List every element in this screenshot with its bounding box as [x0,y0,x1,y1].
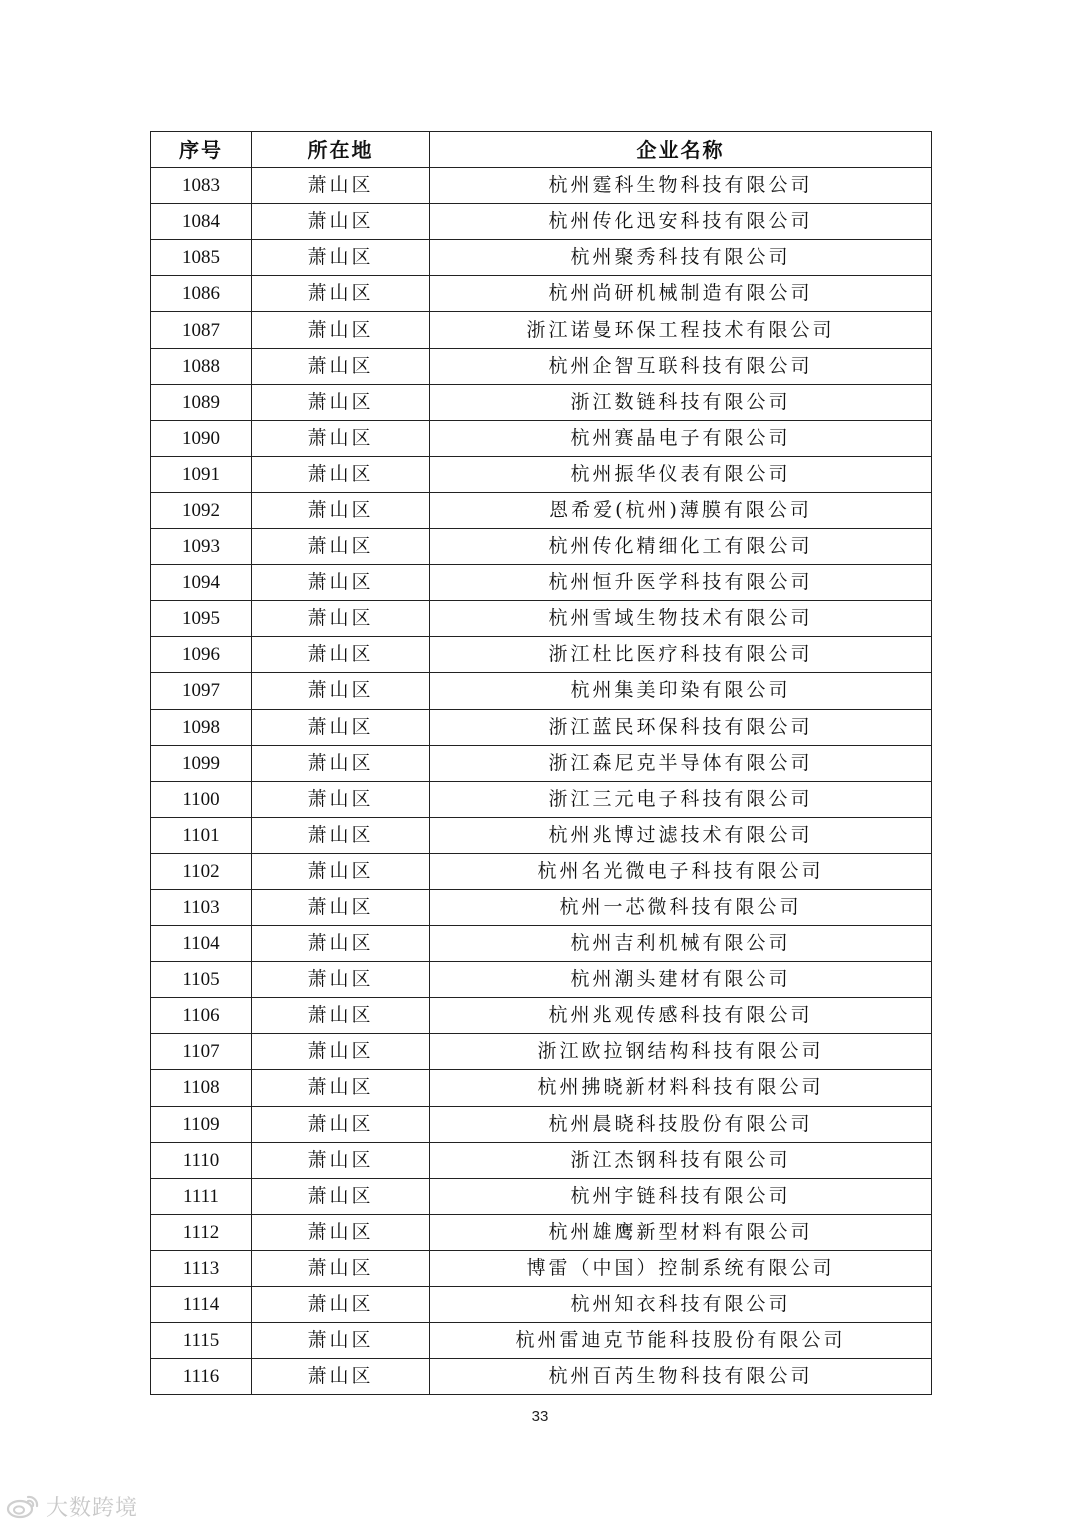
location-cell: 萧山区 [252,240,430,276]
table-row [151,565,932,601]
location-cell: 萧山区 [252,889,430,925]
table-row [151,168,932,204]
serial-number-cell: 1103 [151,889,252,925]
serial-number-cell: 1099 [151,745,252,781]
location-cell: 萧山区 [252,745,430,781]
watermark [6,1491,138,1521]
location-cell: 萧山区 [252,998,430,1034]
serial-number-cell: 1094 [151,565,252,601]
serial-number-cell: 1084 [151,204,252,240]
location-cell: 萧山区 [252,348,430,384]
table-row [151,817,932,853]
header-serial-number: 序号 [151,132,252,168]
table-row [151,1359,932,1395]
location-cell: 萧山区 [252,204,430,240]
location-cell: 萧山区 [252,312,430,348]
serial-number-cell: 1105 [151,962,252,998]
serial-number-cell: 1097 [151,673,252,709]
company-name-cell: 杭州知衣科技有限公司 [430,1287,932,1323]
table-row [151,1070,932,1106]
company-name-cell: 杭州拂晓新材料科技有限公司 [430,1070,932,1106]
serial-number-cell: 1086 [151,276,252,312]
location-cell: 萧山区 [252,962,430,998]
table-row [151,276,932,312]
company-name-cell: 杭州雄鹰新型材料有限公司 [430,1214,932,1250]
location-cell: 萧山区 [252,673,430,709]
table-row [151,1250,932,1286]
serial-number-cell: 1104 [151,926,252,962]
page-number: 33 [531,1408,549,1425]
company-name-cell: 杭州聚秀科技有限公司 [430,240,932,276]
company-name-cell: 浙江蓝民环保科技有限公司 [430,709,932,745]
company-name-cell: 杭州宇链科技有限公司 [430,1178,932,1214]
table-row [151,1287,932,1323]
table-row [151,348,932,384]
serial-number-cell: 1083 [151,168,252,204]
table-row [151,709,932,745]
header-company-name: 企业名称 [430,132,932,168]
location-cell: 萧山区 [252,420,430,456]
serial-number-cell: 1101 [151,817,252,853]
table-row [151,456,932,492]
serial-number-cell: 1091 [151,456,252,492]
serial-number-cell: 1115 [151,1323,252,1359]
location-cell: 萧山区 [252,1250,430,1286]
serial-number-cell: 1096 [151,637,252,673]
location-cell: 萧山区 [252,1323,430,1359]
table-row [151,420,932,456]
location-cell: 萧山区 [252,1178,430,1214]
company-name-cell: 浙江杜比医疗科技有限公司 [430,637,932,673]
location-cell: 萧山区 [252,853,430,889]
company-name-cell: 浙江诺曼环保工程技术有限公司 [430,312,932,348]
location-cell: 萧山区 [252,384,430,420]
location-cell: 萧山区 [252,1142,430,1178]
table-row [151,1106,932,1142]
location-cell: 萧山区 [252,926,430,962]
table-row [151,781,932,817]
table-row [151,492,932,528]
company-name-cell: 杭州兆博过滤技术有限公司 [430,817,932,853]
location-cell: 萧山区 [252,168,430,204]
location-cell: 萧山区 [252,1106,430,1142]
serial-number-cell: 1088 [151,348,252,384]
table-row [151,889,932,925]
company-name-cell: 杭州赛晶电子有限公司 [430,420,932,456]
serial-number-cell: 1089 [151,384,252,420]
company-name-cell: 杭州晨晓科技股份有限公司 [430,1106,932,1142]
company-name-cell: 杭州雪域生物技术有限公司 [430,601,932,637]
serial-number-cell: 1112 [151,1214,252,1250]
company-name-cell: 杭州吉利机械有限公司 [430,926,932,962]
company-name-cell: 恩希爱(杭州)薄膜有限公司 [430,492,932,528]
company-name-cell: 杭州一芯微科技有限公司 [430,889,932,925]
company-name-cell: 杭州传化精细化工有限公司 [430,529,932,565]
header-location: 所在地 [252,132,430,168]
serial-number-cell: 1107 [151,1034,252,1070]
location-cell: 萧山区 [252,276,430,312]
location-cell: 萧山区 [252,1034,430,1070]
table-row [151,1323,932,1359]
company-name-cell: 杭州霆科生物科技有限公司 [430,168,932,204]
location-cell: 萧山区 [252,1070,430,1106]
company-name-cell: 浙江森尼克半导体有限公司 [430,745,932,781]
table-row [151,204,932,240]
serial-number-cell: 1110 [151,1142,252,1178]
table-row [151,240,932,276]
location-cell: 萧山区 [252,781,430,817]
table-body [151,168,932,1395]
company-name-cell: 博雷（中国）控制系统有限公司 [430,1250,932,1286]
location-cell: 萧山区 [252,817,430,853]
serial-number-cell: 1109 [151,1106,252,1142]
table-row [151,926,932,962]
table-row [151,1178,932,1214]
serial-number-cell: 1111 [151,1178,252,1214]
table-row [151,1142,932,1178]
serial-number-cell: 1085 [151,240,252,276]
company-name-cell: 杭州尚研机械制造有限公司 [430,276,932,312]
location-cell: 萧山区 [252,456,430,492]
location-cell: 萧山区 [252,637,430,673]
company-name-cell: 浙江杰钢科技有限公司 [430,1142,932,1178]
location-cell: 萧山区 [252,1359,430,1395]
company-name-cell: 浙江欧拉钢结构科技有限公司 [430,1034,932,1070]
table-row [151,745,932,781]
table-row [151,637,932,673]
serial-number-cell: 1090 [151,420,252,456]
table-row [151,673,932,709]
company-list-table [150,131,932,1395]
company-name-cell: 杭州雷迪克节能科技股份有限公司 [430,1323,932,1359]
company-name-cell: 杭州恒升医学科技有限公司 [430,565,932,601]
company-name-cell: 杭州百芮生物科技有限公司 [430,1359,932,1395]
company-name-cell: 浙江数链科技有限公司 [430,384,932,420]
table-row [151,1214,932,1250]
company-name-cell: 杭州振华仪表有限公司 [430,456,932,492]
location-cell: 萧山区 [252,492,430,528]
table-row [151,853,932,889]
serial-number-cell: 1113 [151,1250,252,1286]
serial-number-cell: 1114 [151,1287,252,1323]
location-cell: 萧山区 [252,1287,430,1323]
serial-number-cell: 1108 [151,1070,252,1106]
serial-number-cell: 1092 [151,492,252,528]
serial-number-cell: 1098 [151,709,252,745]
serial-number-cell: 1095 [151,601,252,637]
serial-number-cell: 1100 [151,781,252,817]
table-row [151,384,932,420]
company-name-cell: 杭州传化迅安科技有限公司 [430,204,932,240]
location-cell: 萧山区 [252,601,430,637]
table-row [151,998,932,1034]
company-name-cell: 杭州集美印染有限公司 [430,673,932,709]
company-name-cell: 浙江三元电子科技有限公司 [430,781,932,817]
table-row [151,529,932,565]
table-row [151,601,932,637]
location-cell: 萧山区 [252,529,430,565]
location-cell: 萧山区 [252,565,430,601]
company-name-cell: 杭州兆观传感科技有限公司 [430,998,932,1034]
serial-number-cell: 1102 [151,853,252,889]
weibo-logo-icon [6,1493,40,1519]
table-row [151,962,932,998]
serial-number-cell: 1116 [151,1359,252,1395]
location-cell: 萧山区 [252,709,430,745]
company-name-cell: 杭州名光微电子科技有限公司 [430,853,932,889]
company-name-cell: 杭州企智互联科技有限公司 [430,348,932,384]
serial-number-cell: 1087 [151,312,252,348]
table-header-row [151,132,932,168]
table-row [151,1034,932,1070]
company-name-cell: 杭州潮头建材有限公司 [430,962,932,998]
table-row [151,312,932,348]
watermark-text: 大数跨境 [46,1495,139,1521]
location-cell: 萧山区 [252,1214,430,1250]
serial-number-cell: 1106 [151,998,252,1034]
serial-number-cell: 1093 [151,529,252,565]
